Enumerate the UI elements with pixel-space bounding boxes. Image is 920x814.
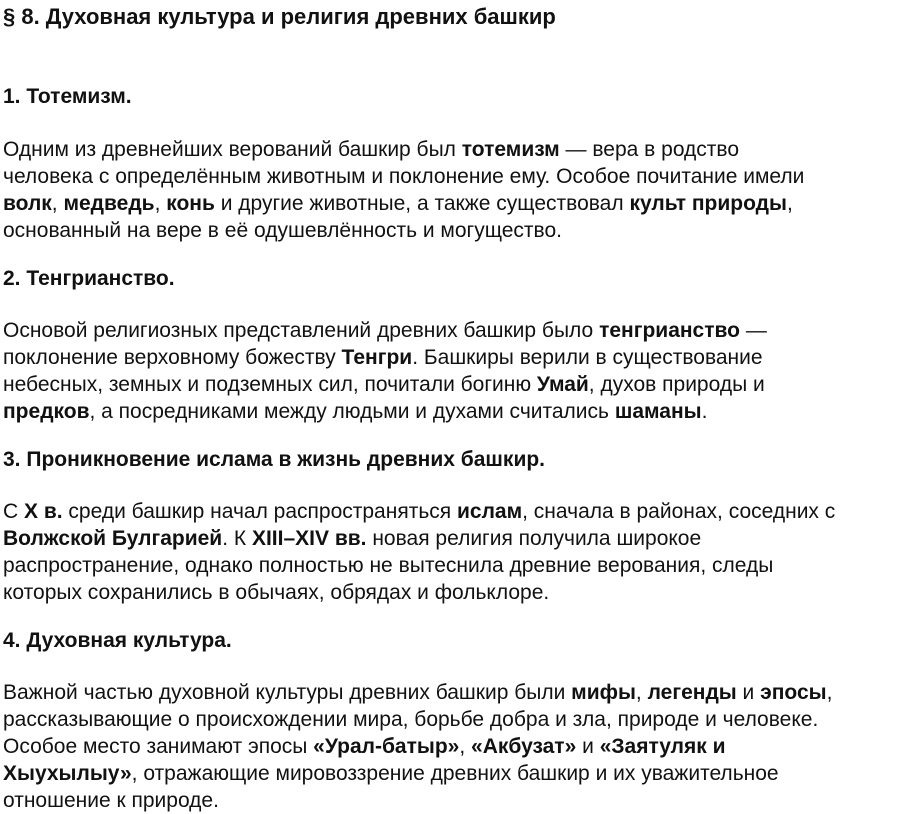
- bold-term: XIII–XIV вв.: [251, 527, 367, 550]
- text-run: человека с определённым животным и поклонение ему. Особое почитание имели: [3, 165, 805, 188]
- text-line: [3, 760, 920, 787]
- text-run: Одним из древнейших верований башкир был: [3, 138, 462, 161]
- section-heading-tengrianism: 2. Тенгрианство.: [3, 267, 175, 290]
- section-paragraph-tengrianism: [3, 317, 920, 425]
- section-paragraph-islam: [3, 498, 920, 606]
- bold-term: медведь: [63, 192, 155, 215]
- text-run: и: [736, 681, 761, 704]
- text-line: [3, 579, 920, 606]
- text-run: распространение, однако полностью не вытеснила древние верования, следы: [3, 554, 774, 577]
- text-line: [3, 498, 920, 525]
- section-paragraph-totemism: [3, 136, 920, 244]
- bold-term: конь: [166, 192, 215, 215]
- bold-term: культ природы: [629, 192, 787, 215]
- bold-term: X в.: [24, 500, 63, 523]
- text-line: [3, 733, 920, 760]
- text-run: ,: [459, 735, 472, 758]
- bold-term: тенгрианство: [599, 319, 740, 342]
- text-run: , духов природы и: [588, 373, 765, 396]
- text-run: ,: [826, 681, 833, 704]
- text-run: которых сохранились в обычаях, обрядах и фольклоре.: [3, 581, 550, 604]
- text-run: ,: [51, 192, 64, 215]
- text-line: [3, 552, 920, 579]
- text-line: [3, 217, 920, 244]
- text-run: ,: [635, 681, 648, 704]
- bold-term: волк: [3, 192, 52, 215]
- text-line: [3, 525, 920, 552]
- section-heading-totemism: 1. Тотемизм.: [3, 85, 132, 108]
- text-line: [3, 706, 920, 733]
- text-run: рассказывающие о происхождении мира, борьбе добра и зла, природе и человеке.: [3, 708, 819, 731]
- text-line: [3, 163, 920, 190]
- text-run: среди башкир начал распространяться: [62, 500, 457, 523]
- bold-term: эпосы: [760, 681, 827, 704]
- bold-term: Умай: [536, 373, 589, 396]
- text-run: Особое место занимают эпосы: [3, 735, 314, 758]
- bold-term: шаманы: [614, 400, 702, 423]
- text-line: [3, 136, 920, 163]
- text-run: и: [576, 735, 600, 758]
- text-run: , сначала в районах, соседних с: [522, 500, 836, 523]
- text-run: —: [739, 319, 767, 342]
- text-run: С: [3, 500, 24, 523]
- text-line: [3, 679, 920, 706]
- text-line: [3, 344, 920, 371]
- text-line: [3, 787, 920, 814]
- text-run: . К: [222, 527, 252, 550]
- text-run: , отражающие мировоззрение древних башкир и их уважительное: [131, 762, 779, 785]
- text-line: [3, 371, 920, 398]
- text-run: поклонение верховному божеству: [3, 346, 342, 369]
- text-run: , а посредниками между людьми и духами считались: [89, 400, 615, 423]
- bold-term: легенды: [647, 681, 737, 704]
- bold-term: предков: [3, 400, 90, 423]
- text-run: и другие животные, а также существовал: [214, 192, 630, 215]
- text-run: — вера в родство: [559, 138, 740, 161]
- section-heading-spiritual-culture: 4. Духовная культура.: [3, 629, 232, 652]
- text-run: Основой религиозных представлений древних башкир было: [3, 319, 600, 342]
- text-run: ,: [786, 192, 793, 215]
- text-run: Важной частью духовной культуры древних башкир были: [3, 681, 572, 704]
- text-line: [3, 317, 920, 344]
- text-line: [3, 190, 920, 217]
- text-run: новая религия получила широкое: [366, 527, 702, 550]
- bold-term: тотемизм: [461, 138, 560, 161]
- text-run: отношение к природе.: [3, 789, 219, 812]
- text-run: . Башкиры верили в существование: [412, 346, 763, 369]
- bold-term: «Урал-батыр»: [313, 735, 460, 758]
- section-paragraph-spiritual-culture: [3, 679, 920, 814]
- text-run: .: [701, 400, 708, 423]
- bold-term: мифы: [571, 681, 636, 704]
- bold-term: ислам: [456, 500, 523, 523]
- bold-term: «Акбузат»: [471, 735, 577, 758]
- bold-term: Хыухылыу»: [3, 762, 132, 785]
- bold-term: Тенгри: [341, 346, 413, 369]
- text-run: небесных, земных и подземных сил, почитали богиню: [3, 373, 537, 396]
- text-run: ,: [154, 192, 167, 215]
- bold-term: «Заятуляк и: [599, 735, 726, 758]
- text-run: основанный на вере в её одушевлённость и могущество.: [3, 219, 562, 242]
- section-heading-islam: 3. Проникновение ислама в жизнь древних башкир.: [3, 448, 546, 471]
- bold-term: Волжской Булгарией: [3, 527, 223, 550]
- page-title: § 8. Духовная культура и религия древних башкир: [3, 4, 556, 29]
- text-line: [3, 398, 920, 425]
